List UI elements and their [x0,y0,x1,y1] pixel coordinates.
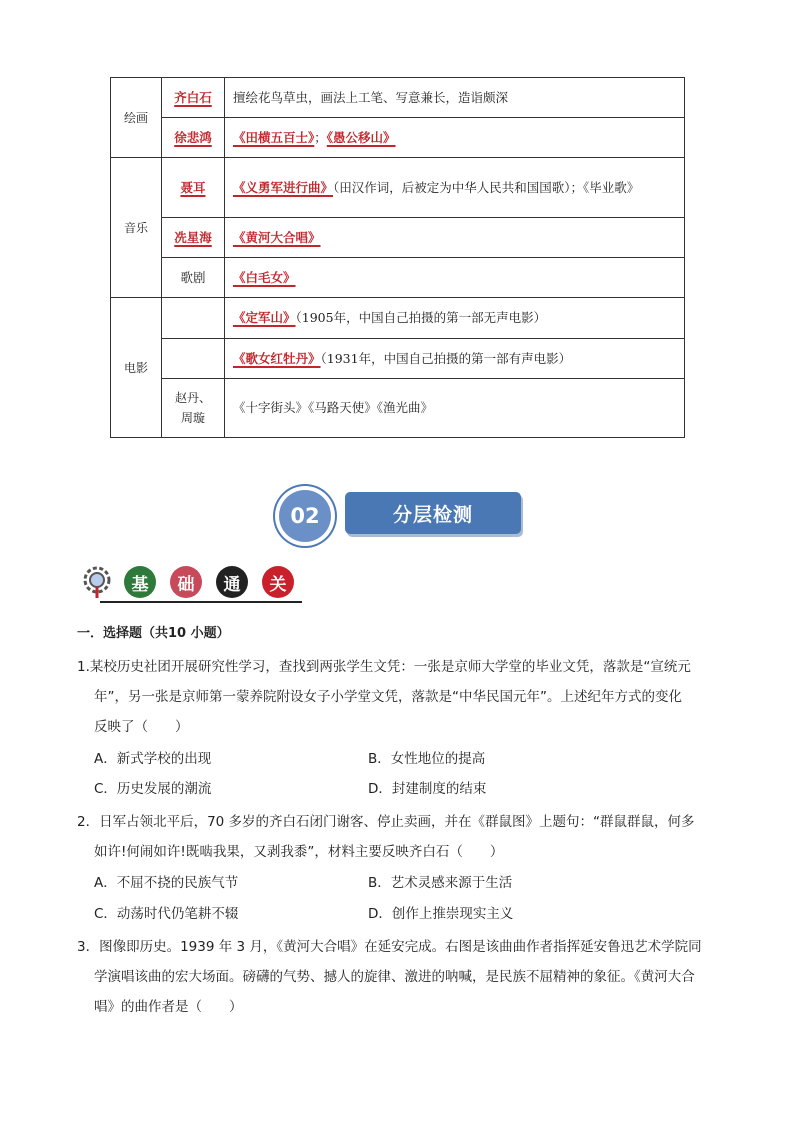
content-cell [225,298,685,339]
section-number: 02 [279,490,331,542]
culture-table [110,77,685,438]
artist-name: 冼星海 [174,229,212,245]
name-cell: 歌剧 [162,258,225,298]
section-banner [273,484,523,548]
level-char: 础 [170,566,202,598]
name-cell [162,339,225,379]
work-title: 《愚公移山》 [326,129,396,145]
name-cell [162,118,225,158]
category-music: 音乐 [111,158,162,298]
work-note: （1931年，中国自己拍摄的第一部有声电影） [320,350,572,366]
category-film: 电影 [111,298,162,438]
work-title: 《义勇军进行曲》 [233,179,334,195]
option-d[interactable]: D．创作上推崇现实主义 [368,906,514,922]
work-title: 《定军山》 [233,310,296,325]
category-painting: 绘画 [111,78,162,158]
artist-name: 徐悲鸿 [174,129,212,145]
option-c[interactable]: C．历史发展的潮流 [94,781,212,797]
content-cell: 擅绘花鸟草虫，画法上工笔、写意兼长，造诣颇深 [225,78,685,118]
question-line: 1.某校历史社团开展研究性学习，查找到两张学生文凭：一张是京师大学堂的毕业文凭，落款是“宣统元 [77,659,691,675]
artist-name-line: 周璇 [180,411,205,425]
section-heading: 一．选择题（共10 小题） [77,626,230,641]
section-number-badge [273,484,337,548]
artist-name: 齐白石 [174,89,212,105]
option-c[interactable]: C．动荡时代仍笔耕不辍 [94,906,239,922]
question-line: 3．图像即历史。1939 年 3 月，《黄河大合唱》在延安完成。右图是该曲曲作者指挥延安鲁迅艺术学院同 [77,939,702,955]
content-cell [225,158,685,218]
work-title: 《黄河大合唱》 [233,229,321,245]
option-b[interactable]: B．艺术灵感来源于生活 [368,875,513,891]
content-cell [225,218,685,258]
name-cell [162,218,225,258]
level-char: 基 [124,566,156,598]
section-title: 分层检测 [345,492,521,534]
content-cell [225,258,685,298]
question-line: 2．日军占领北平后，70 多岁的齐白石闭门谢客、停止卖画，并在《群鼠图》上题句：“群鼠群鼠，何多 [77,814,695,830]
heading-underline [100,601,302,603]
work-note: （田汉作词，后被定为中华人民共和国国歌）；《毕业歌》 [333,179,640,195]
question-line: 学演唱该曲的宏大场面。磅礴的气势、撼人的旋律、激进的呐喊，是民族不屈精神的象征。《黄河大合 [94,969,695,985]
question-line: 年”，另一张是京师第一蒙养院附设女子小学堂文凭，落款是“中华民国元年”。上述纪年方式的变化 [94,689,682,705]
artist-name-line: 赵丹、 [174,391,211,405]
name-cell [162,298,225,339]
work-title: 《歌女红牡丹》 [233,350,321,366]
gear-magnifier-icon [80,565,114,599]
content-cell [225,339,685,379]
work-title: 《白毛女》 [233,269,296,285]
work-title: 《田横五百士》 [233,129,315,145]
option-b[interactable]: B．女性地位的提高 [368,751,486,767]
name-cell [162,158,225,218]
name-cell [162,78,225,118]
content-cell: 《十字街头》《马路天使》《渔光曲》 [225,379,685,438]
question-line: 唱》的曲作者是（ ） [94,999,243,1015]
option-a[interactable]: A．新式学校的出现 [94,751,212,767]
name-cell [162,379,225,438]
level-heading [78,563,308,605]
question-line: 如许!何闹如许!既啮我果，又剥我黍”，材料主要反映齐白石（ ） [94,844,504,860]
work-note: （1905年，中国自己拍摄的第一部无声电影） [295,310,547,325]
question-line: 反映了（ ） [94,719,189,735]
separator: ； [314,129,327,145]
option-a[interactable]: A．不屈不挠的民族气节 [94,875,239,891]
option-d[interactable]: D．封建制度的结束 [368,781,487,797]
level-char: 关 [262,566,294,598]
level-char: 通 [216,566,248,598]
content-cell [225,118,685,158]
artist-name: 聂耳 [180,179,206,195]
